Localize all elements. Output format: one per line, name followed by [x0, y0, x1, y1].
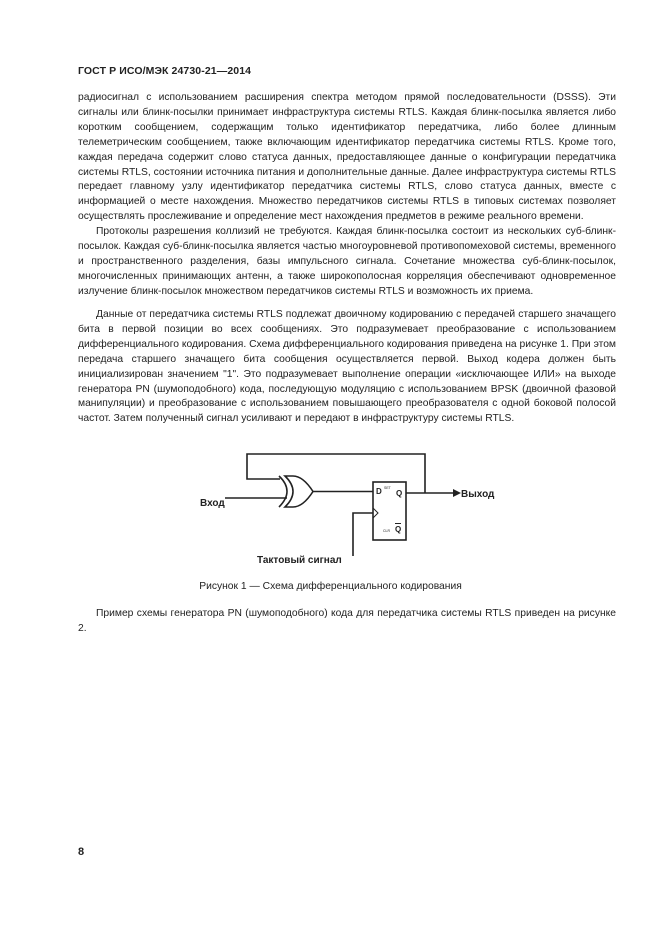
document-header: ГОСТ Р ИСО/МЭК 24730-21—2014 — [78, 65, 252, 77]
pin-clr-label: CLR — [383, 529, 391, 533]
pin-qbar-label: Q — [395, 525, 402, 534]
pin-d-label: D — [376, 487, 382, 496]
output-arrow — [453, 489, 461, 497]
page-number: 8 — [78, 846, 85, 858]
clock-label: Тактовый сигнал — [257, 555, 342, 566]
figure-caption: Рисунок 1 — Схема дифференциального кодирования — [199, 581, 462, 592]
output-label: Выход — [461, 489, 495, 500]
input-label: Вход — [200, 498, 225, 509]
differential-encoding-diagram — [195, 447, 515, 572]
feedback-wire — [247, 454, 425, 493]
pin-set-label: SET — [384, 486, 391, 490]
pin-q-label: Q — [396, 489, 403, 498]
paragraph-dsss: радиосигнал с использованием расширения спектра методом прямой последовательности (DSSS). Эти сигналы или блинк-посылки принимает инфраструктура системы RTLS. Каждая блинк-посылка является либо коротким сообщением, содержащим только идентификатор передатчика, либо более длинным телеметрическим сообщением, также включающим идентификатор передатчика системы RTLS. Кроме того, каждая передача содержит слово статуса данных, предоставляющее данные о конфигурации передатчика системы RTLS, состоянии источника питания и дополнительные данные. Далее инфраструктура системы RTLS передает главному узлу идентификатор передатчика системы RTLS, слово статуса данных, вместе с информацией о месте нахождения. Множество передатчиков системы RTLS в типовых системах позволяет осуществлять прослеживание и определение мест нахождения предметов в режиме реального времени. — [78, 92, 616, 223]
clock-wire — [353, 513, 373, 556]
xor-gate — [279, 476, 287, 507]
paragraph-encoding: Данные от передатчика системы RTLS подлежат двоичному кодированию с передачей старшего значащего бита в первой позиции во всех сообщениях. Это подразумевает преобразование с использованием дифференциального кодирования. Схема дифференциального кодирования приведена на рисунке 1. При этом передача старшего значащего бита сообщения осуществляется первой. Выход кодера должен быть инициализирован значением "1". Это подразумевает выполнение операции «исключающее ИЛИ» на выходе генератора PN (шумоподобного) кода, последующую модуляцию с использованием BPSK (двоичной фазовой манипуляции) и преобразование с использованием повышающего преобразователя с одной боковой полосой частот. Затем полученный сигнал усиливают и передают в инфраструктуру системы RTLS. — [78, 309, 616, 425]
paragraph-pn-generator: Пример схемы генератора PN (шумоподобного) кода для передатчика системы RTLS приведен на рисунке 2. — [78, 608, 616, 634]
paragraph-collisions: Протоколы разрешения коллизий не требуются. Каждая блинк-посылка состоит из нескольких суб-блинк-посылок. Каждая суб-блинк-посылка является частью многоуровневой противопомеховой системы, временного и пространственного разделения, базы импульсного сигнала. Сочетание множества суб-блинк-посылок, многочисленных принимающих антенн, а также широкополосная корреляция обеспечивают одновременное излучение блинк-посылок множеством передатчиков системы RTLS и возможность их приема. — [78, 226, 616, 297]
